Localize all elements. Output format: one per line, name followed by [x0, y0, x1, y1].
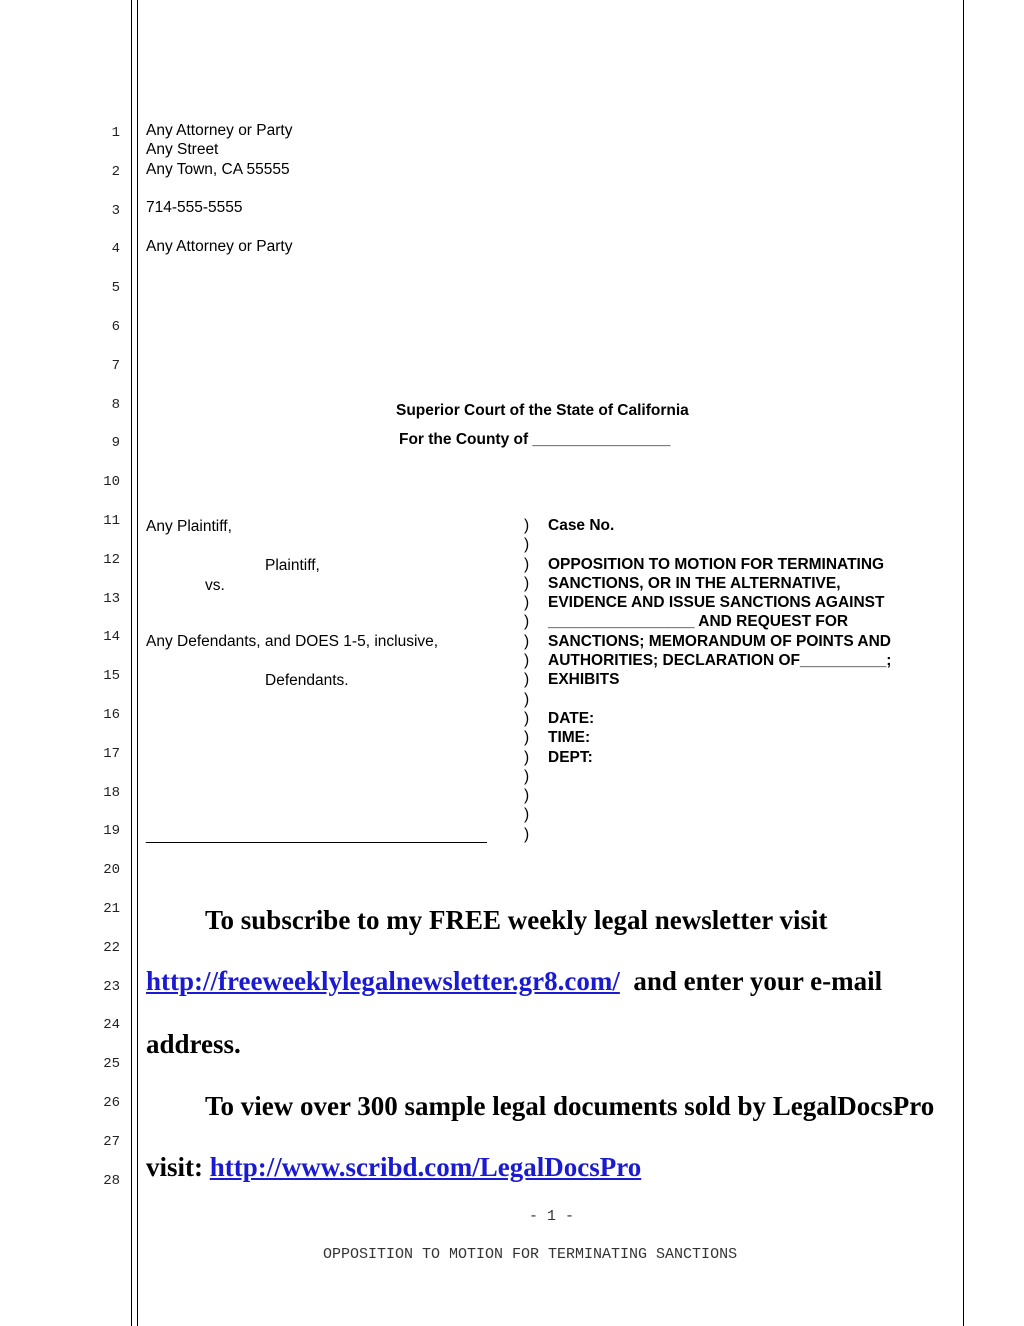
line-number: 19: [103, 823, 120, 840]
case-number-label: Case No.: [548, 517, 615, 534]
promo-line-2: [146, 966, 882, 997]
line-number: 6: [111, 319, 120, 335]
document-title-line: SANCTIONS, OR IN THE ALTERNATIVE,: [548, 574, 841, 592]
line-number: 23: [103, 978, 120, 995]
attorney-block: [146, 121, 292, 179]
line-number: 15: [103, 668, 120, 685]
line-number: 10: [103, 474, 120, 491]
document-title-line: SANCTIONS; MEMORANDUM OF POINTS AND: [548, 632, 891, 650]
line-number: 21: [103, 901, 120, 917]
caption-paren: ): [524, 613, 530, 631]
document-title-line: EXHIBITS: [548, 671, 620, 689]
defendants-role: Defendants.: [265, 672, 349, 689]
line-number: 3: [111, 202, 120, 219]
right-margin-rule: [963, 0, 964, 1326]
attorney-phone: 714-555-5555: [146, 199, 243, 216]
document-title-line: AUTHORITIES; DECLARATION OF__________;: [548, 652, 892, 670]
line-number: 20: [103, 862, 120, 879]
newsletter-link[interactable]: http://freeweeklylegalnewsletter.gr8.com/: [146, 966, 620, 996]
caption-paren: ): [524, 787, 530, 805]
caption-paren: ): [524, 574, 530, 592]
line-number: 4: [111, 241, 120, 258]
line-number: 18: [103, 784, 120, 801]
document-title-line: OPPOSITION TO MOTION FOR TERMINATING: [548, 555, 885, 573]
line-number: 7: [111, 357, 120, 374]
caption-right: [548, 516, 891, 767]
line-number: 13: [103, 590, 120, 607]
hearing-time-label: TIME:: [548, 729, 591, 747]
attorney-name: Any Attorney or Party: [146, 122, 293, 139]
hearing-dept-label: DEPT:: [548, 748, 593, 766]
line-number: 5: [111, 280, 120, 297]
line-number: 11: [103, 513, 120, 529]
footer-rule: [146, 1232, 956, 1233]
hearing-date-label: DATE:: [548, 709, 595, 727]
left-margin-rule-inner: [137, 0, 138, 1326]
scribd-link[interactable]: http://www.scribd.com/LegalDocsPro: [209, 1152, 642, 1182]
versus: vs.: [205, 577, 225, 594]
promo-line-5: [146, 1152, 641, 1183]
promo-line-1: To subscribe to my FREE weekly legal newsletter visit: [205, 905, 828, 935]
caption-paren: ): [524, 748, 530, 766]
line-number: 26: [103, 1095, 120, 1111]
document-title-line: EVIDENCE AND ISSUE SANCTIONS AGAINST: [548, 594, 885, 612]
line-number: 2: [111, 163, 120, 180]
caption-paren: ): [524, 594, 530, 612]
caption-paren: ): [524, 729, 530, 747]
document-title-line: _________________ AND REQUEST FOR: [548, 613, 849, 631]
line-number: 17: [103, 745, 120, 762]
line-number: 16: [103, 707, 120, 723]
line-number: 22: [103, 939, 120, 956]
line-number: 9: [111, 435, 120, 452]
footer-title: OPPOSITION TO MOTION FOR TERMINATING SANCTIONS: [323, 1246, 738, 1263]
line-number: 12: [103, 551, 120, 568]
attorney-street: Any Street: [146, 141, 219, 159]
line-number: 28: [103, 1172, 120, 1189]
promo-line-2-rest: and enter your e-mail: [633, 966, 883, 996]
caption-paren: ): [524, 652, 530, 670]
caption-paren: ): [524, 767, 530, 785]
caption-paren: ): [524, 517, 530, 534]
line-number: 24: [103, 1017, 120, 1034]
document-title: [548, 555, 891, 690]
caption-paren: ): [524, 555, 530, 573]
court-name: Superior Court of the State of California: [396, 402, 689, 419]
attorney-for: Any Attorney or Party: [146, 238, 293, 255]
promo-line-3: address.: [146, 1029, 241, 1059]
caption-paren: ): [524, 690, 530, 708]
caption-paren: ): [524, 806, 530, 824]
promo-line-5-prefix: visit:: [146, 1152, 203, 1182]
page-number: - 1 -: [529, 1208, 575, 1225]
line-number: 27: [103, 1133, 120, 1150]
line-number: 1: [111, 125, 120, 141]
caption-parentheses: [524, 516, 529, 844]
left-margin-rule-outer: [131, 0, 132, 1326]
line-number: 25: [103, 1056, 120, 1073]
plaintiff-name: Any Plaintiff,: [146, 518, 232, 535]
attorney-city: Any Town, CA 55555: [146, 160, 290, 178]
caption-underline: ________________________________________: [146, 827, 487, 844]
caption-paren: ): [524, 825, 530, 843]
line-number: 8: [111, 396, 120, 413]
plaintiff-role: Plaintiff,: [265, 557, 320, 574]
court-county: For the County of ________________: [399, 431, 671, 448]
caption-paren: ): [524, 671, 530, 689]
defendants-name: Any Defendants, and DOES 1-5, inclusive,: [146, 633, 439, 650]
caption-paren: ): [524, 536, 530, 554]
promo-line-4: To view over 300 sample legal documents sold by LegalDocsPro: [205, 1091, 935, 1121]
caption-paren: ): [524, 632, 530, 650]
line-number: 14: [103, 629, 120, 646]
caption-paren: ): [524, 709, 530, 727]
